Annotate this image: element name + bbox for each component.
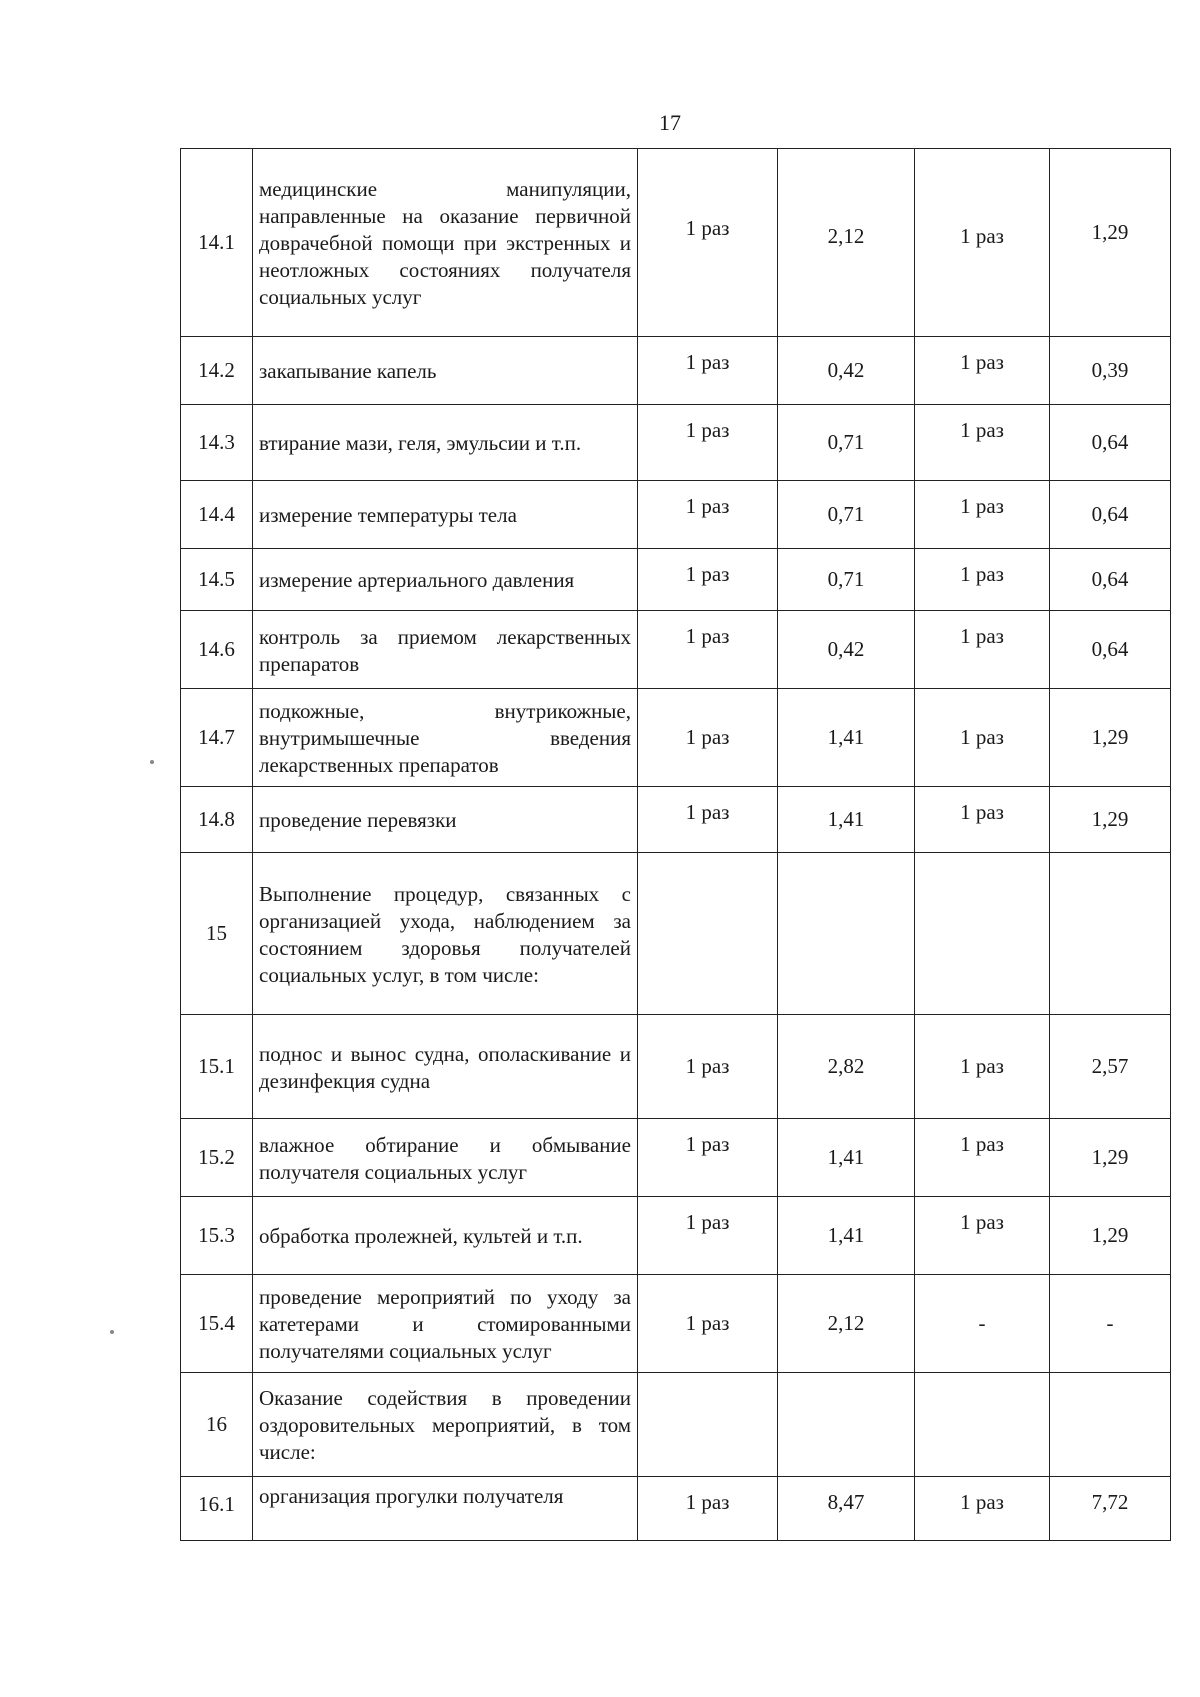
value-2 (1050, 1373, 1171, 1477)
frequency-2: 1 раз (915, 1477, 1050, 1541)
frequency-2: 1 раз (915, 549, 1050, 611)
value-1: 2,12 (778, 149, 915, 337)
service-description: обработка пролежней, культей и т.п. (253, 1197, 638, 1275)
row-number: 14.6 (181, 611, 253, 689)
row-number: 15.4 (181, 1275, 253, 1373)
value-1: 0,71 (778, 405, 915, 481)
frequency-1: 1 раз (638, 787, 778, 853)
frequency-1 (638, 1373, 778, 1477)
table-row (181, 611, 1171, 689)
row-number: 16.1 (181, 1477, 253, 1541)
service-description: подкожные, внутрикожные, внутримышечные введения лекарственных препаратов (253, 689, 638, 787)
value-2: 1,29 (1050, 787, 1171, 853)
row-number: 15.2 (181, 1119, 253, 1197)
service-description: втирание мази, геля, эмульсии и т.п. (253, 405, 638, 481)
services-table (180, 148, 1171, 1541)
frequency-1 (638, 853, 778, 1015)
value-1 (778, 853, 915, 1015)
frequency-1: 1 раз (638, 1197, 778, 1275)
frequency-1: 1 раз (638, 149, 778, 337)
scan-speck (110, 1330, 114, 1334)
frequency-2: 1 раз (915, 405, 1050, 481)
table-row (181, 689, 1171, 787)
row-number: 14.2 (181, 337, 253, 405)
frequency-1: 1 раз (638, 549, 778, 611)
frequency-2: 1 раз (915, 481, 1050, 549)
frequency-2 (915, 1373, 1050, 1477)
row-number: 14.5 (181, 549, 253, 611)
frequency-2 (915, 853, 1050, 1015)
table-row (181, 787, 1171, 853)
frequency-2: 1 раз (915, 787, 1050, 853)
frequency-1: 1 раз (638, 337, 778, 405)
page-number: 17 (659, 110, 681, 135)
value-1: 8,47 (778, 1477, 915, 1541)
row-number: 15.3 (181, 1197, 253, 1275)
value-2: 0,64 (1050, 405, 1171, 481)
scan-speck (150, 760, 154, 764)
value-2: 0,39 (1050, 337, 1171, 405)
frequency-2: 1 раз (915, 149, 1050, 337)
table-row (181, 1197, 1171, 1275)
frequency-2: 1 раз (915, 611, 1050, 689)
frequency-1: 1 раз (638, 1015, 778, 1119)
value-1: 0,71 (778, 549, 915, 611)
frequency-1: 1 раз (638, 689, 778, 787)
frequency-1: 1 раз (638, 611, 778, 689)
table-row (181, 1373, 1171, 1477)
value-2: 1,29 (1050, 1119, 1171, 1197)
table-row (181, 549, 1171, 611)
frequency-2: - (915, 1275, 1050, 1373)
value-1 (778, 1373, 915, 1477)
service-description: закапывание капель (253, 337, 638, 405)
table-row (181, 1275, 1171, 1373)
value-1: 1,41 (778, 787, 915, 853)
table-row (181, 337, 1171, 405)
service-description: медицинские манипуляции, направленные на оказание первичной доврачебной помощи при экстренных и неотложных состояниях получателя социальных услуг (253, 149, 638, 337)
value-1: 2,12 (778, 1275, 915, 1373)
value-1: 1,41 (778, 1119, 915, 1197)
table-row (181, 1015, 1171, 1119)
frequency-2: 1 раз (915, 1119, 1050, 1197)
value-1: 0,42 (778, 611, 915, 689)
row-number: 14.1 (181, 149, 253, 337)
value-2: 0,64 (1050, 611, 1171, 689)
frequency-1: 1 раз (638, 1119, 778, 1197)
frequency-1: 1 раз (638, 1477, 778, 1541)
service-description: контроль за приемом лекарственных препаратов (253, 611, 638, 689)
value-2: 1,29 (1050, 149, 1171, 337)
table-row (181, 1477, 1171, 1541)
service-description: измерение артериального давления (253, 549, 638, 611)
value-1: 1,41 (778, 689, 915, 787)
value-1: 2,82 (778, 1015, 915, 1119)
value-1: 0,71 (778, 481, 915, 549)
value-2: 0,64 (1050, 549, 1171, 611)
row-number: 14.3 (181, 405, 253, 481)
service-description: Выполнение процедур, связанных с организацией ухода, наблюдением за состоянием здоровья получателей социальных услуг, в том числе: (253, 853, 638, 1015)
value-2: - (1050, 1275, 1171, 1373)
service-description: измерение температуры тела (253, 481, 638, 549)
frequency-2: 1 раз (915, 337, 1050, 405)
frequency-2: 1 раз (915, 689, 1050, 787)
table-row (181, 1119, 1171, 1197)
value-1: 0,42 (778, 337, 915, 405)
service-description: проведение мероприятий по уходу за катетерами и стомированными получателями социальных услуг (253, 1275, 638, 1373)
row-number: 16 (181, 1373, 253, 1477)
frequency-2: 1 раз (915, 1197, 1050, 1275)
value-1: 1,41 (778, 1197, 915, 1275)
table-row (181, 405, 1171, 481)
value-2: 1,29 (1050, 689, 1171, 787)
value-2: 7,72 (1050, 1477, 1171, 1541)
table-row (181, 481, 1171, 549)
value-2: 0,64 (1050, 481, 1171, 549)
service-description: организация прогулки получателя (253, 1477, 638, 1541)
value-2: 2,57 (1050, 1015, 1171, 1119)
frequency-1: 1 раз (638, 481, 778, 549)
row-number: 15 (181, 853, 253, 1015)
row-number: 14.7 (181, 689, 253, 787)
table-row (181, 149, 1171, 337)
row-number: 15.1 (181, 1015, 253, 1119)
table-row (181, 853, 1171, 1015)
frequency-1: 1 раз (638, 1275, 778, 1373)
row-number: 14.4 (181, 481, 253, 549)
value-2 (1050, 853, 1171, 1015)
frequency-1: 1 раз (638, 405, 778, 481)
service-description: проведение перевязки (253, 787, 638, 853)
service-description: влажное обтирание и обмывание получателя социальных услуг (253, 1119, 638, 1197)
row-number: 14.8 (181, 787, 253, 853)
service-description: Оказание содействия в проведении оздоровительных мероприятий, в том числе: (253, 1373, 638, 1477)
service-description: поднос и вынос судна, ополаскивание и дезинфекция судна (253, 1015, 638, 1119)
frequency-2: 1 раз (915, 1015, 1050, 1119)
value-2: 1,29 (1050, 1197, 1171, 1275)
